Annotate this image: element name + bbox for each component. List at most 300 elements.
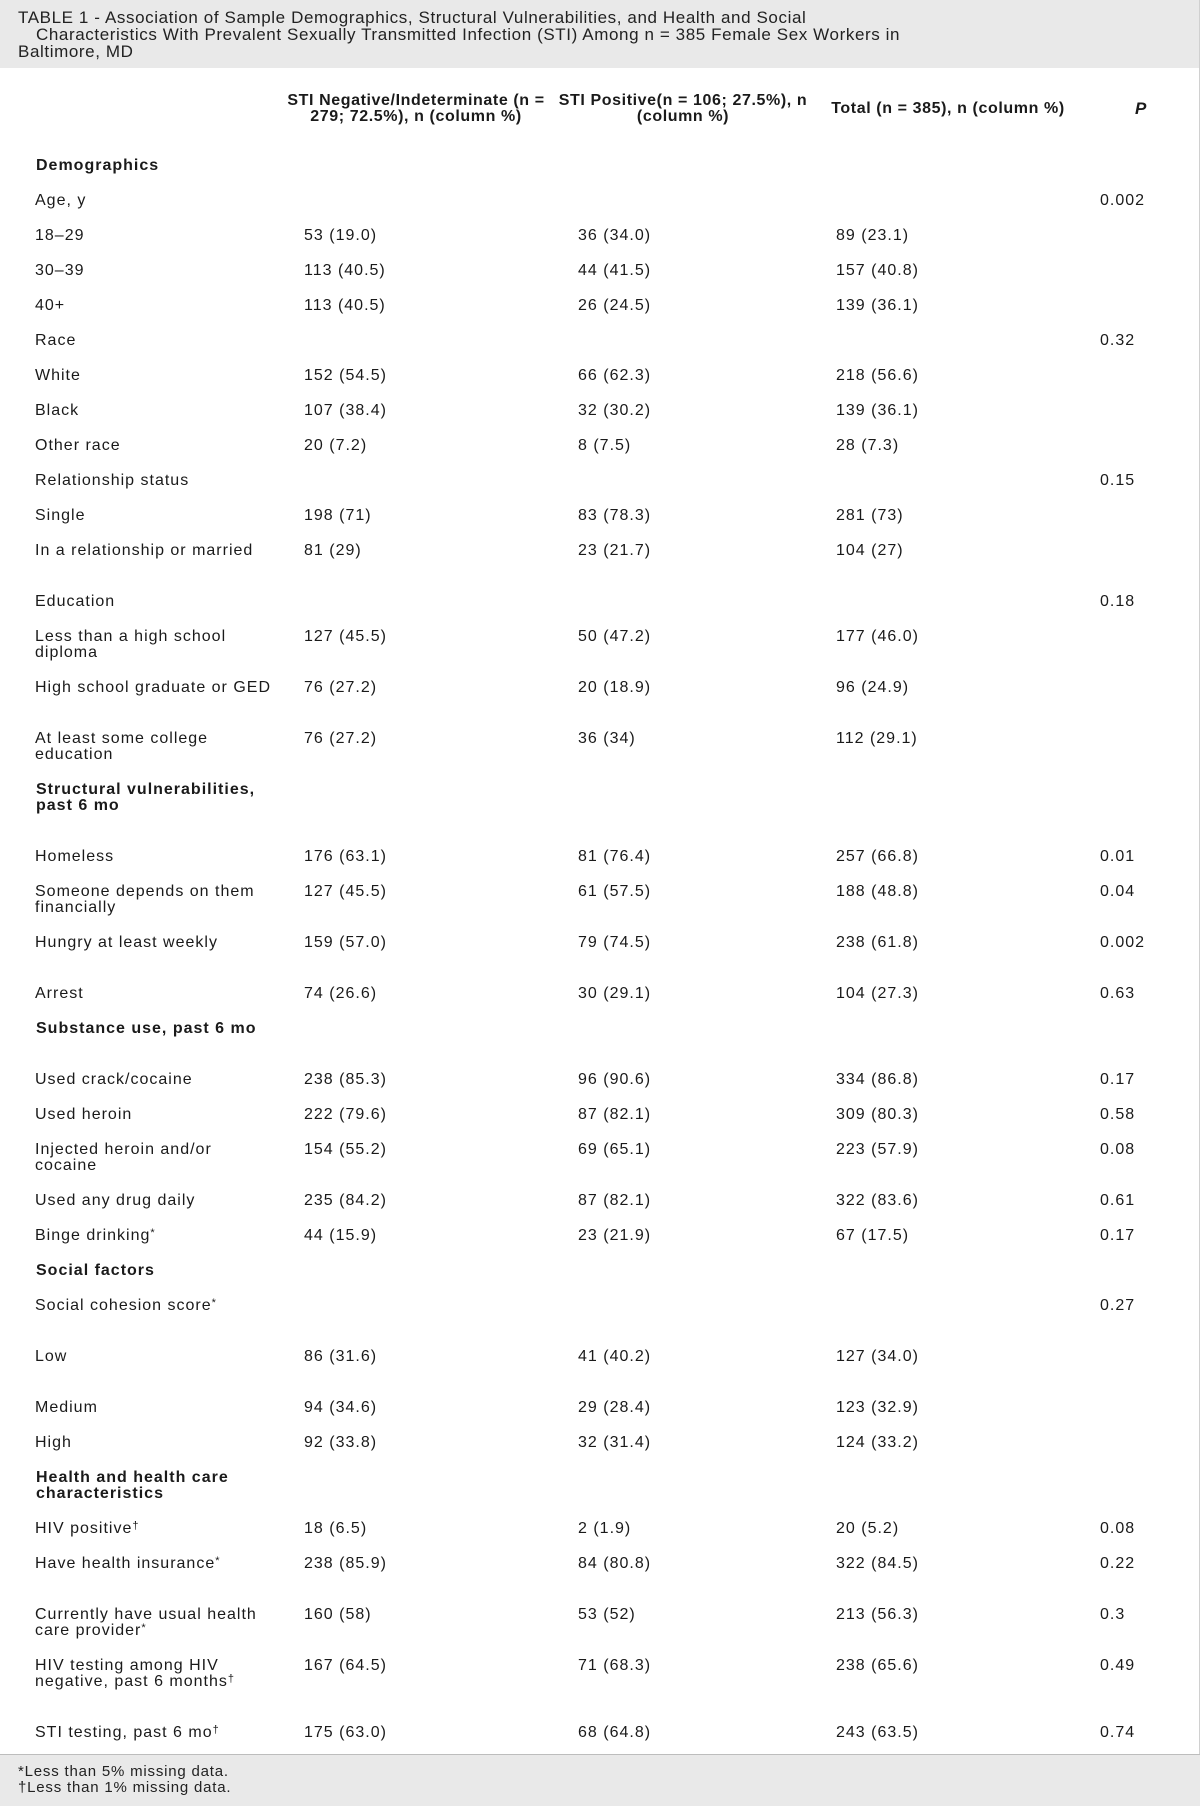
section-row [0, 1253, 1200, 1288]
cell-p-value [1082, 1339, 1200, 1390]
footnote-missing-1pct: †Less than 1% missing data. [18, 1779, 232, 1796]
row-label-text: Have health insurance [35, 1555, 216, 1572]
cell-total-text: 334 (86.8) [836, 1071, 919, 1088]
table-row [0, 1425, 1200, 1460]
cell-p-value [1082, 1425, 1200, 1460]
cell-sti-negative [280, 1546, 552, 1597]
row-label [0, 218, 280, 253]
cell-sti-positive-text: 32 (31.4) [578, 1434, 652, 1451]
cell-sti-negative-text: 152 (54.5) [304, 367, 387, 384]
cell-p-value [1082, 1062, 1200, 1097]
table-row [0, 874, 1200, 925]
cell-sti-negative [280, 1253, 552, 1288]
footnote-mark: † [132, 1520, 140, 1532]
cell-sti-positive [552, 1460, 814, 1511]
cell-sti-negative [280, 1011, 552, 1062]
section-heading-text: Structural vulnerabilities, past 6 mo [36, 781, 256, 814]
row-label [0, 1062, 280, 1097]
cell-total [814, 1425, 1082, 1460]
cell-sti-negative-text: 160 (58) [304, 1606, 372, 1623]
cell-sti-negative [280, 1132, 552, 1183]
section-heading-text: Social factors [36, 1262, 155, 1279]
cell-sti-positive-text: 41 (40.2) [578, 1348, 652, 1365]
data-table [0, 68, 1200, 1766]
cell-p-value-text: 0.49 [1100, 1657, 1136, 1674]
cell-sti-negative [280, 1097, 552, 1132]
cell-total [814, 288, 1082, 323]
cell-total-text: 123 (32.9) [836, 1399, 919, 1416]
row-label-text: Medium [35, 1399, 98, 1416]
section-heading [0, 772, 280, 839]
cell-sti-positive [552, 393, 814, 428]
cell-sti-negative [280, 839, 552, 874]
row-label-text: STI testing, past 6 mo [35, 1724, 213, 1741]
cell-p-value [1082, 925, 1200, 976]
cell-sti-positive-text: 20 (18.9) [578, 679, 652, 696]
table-row [0, 288, 1200, 323]
cell-sti-negative [280, 1218, 552, 1253]
cell-sti-negative-text: 53 (19.0) [304, 227, 378, 244]
cell-sti-positive [552, 533, 814, 584]
row-label-text: Relationship status [35, 472, 190, 489]
table-row [0, 721, 1200, 772]
section-heading-text: Demographics [36, 157, 160, 174]
cell-sti-positive [552, 323, 814, 358]
cell-sti-positive [552, 976, 814, 1011]
row-label [0, 839, 280, 874]
table-row [0, 463, 1200, 498]
cell-p-value-text: 0.002 [1100, 934, 1146, 951]
table-row [0, 1218, 1200, 1253]
cell-total-text: 127 (34.0) [836, 1348, 919, 1365]
table-row [0, 498, 1200, 533]
cell-sti-positive-text: 96 (90.6) [578, 1071, 652, 1088]
cell-sti-negative [280, 323, 552, 358]
cell-total [814, 1460, 1082, 1511]
table-row [0, 1097, 1200, 1132]
table-row [0, 1390, 1200, 1425]
row-label-text: Other race [35, 437, 121, 454]
cell-p-value [1082, 839, 1200, 874]
cell-p-value [1082, 183, 1200, 218]
row-label-text: Single [35, 507, 86, 524]
header-sti-positive: STI Positive(n = 106; 27.5%), n (column %) [558, 92, 808, 125]
cell-sti-negative [280, 925, 552, 976]
row-label-text: HIV positive [35, 1520, 133, 1537]
section-row [0, 148, 1200, 183]
row-label-text: Currently have usual health care provider [35, 1606, 257, 1639]
cell-p-value [1082, 721, 1200, 772]
cell-sti-positive-text: 36 (34.0) [578, 227, 652, 244]
cell-sti-positive [552, 925, 814, 976]
row-label-text: Arrest [35, 985, 84, 1002]
cell-sti-negative [280, 721, 552, 772]
cell-p-value-text: 0.22 [1100, 1555, 1136, 1572]
cell-sti-negative-text: 198 (71) [304, 507, 372, 524]
row-label [0, 670, 280, 721]
cell-sti-negative [280, 670, 552, 721]
cell-sti-negative [280, 772, 552, 839]
cell-p-value-text: 0.08 [1100, 1520, 1136, 1537]
cell-sti-negative-text: 76 (27.2) [304, 730, 378, 747]
table-row [0, 253, 1200, 288]
cell-sti-negative [280, 1183, 552, 1218]
cell-sti-negative-text: 18 (6.5) [304, 1520, 368, 1537]
cell-p-value-text: 0.58 [1100, 1106, 1136, 1123]
cell-p-value [1082, 1288, 1200, 1339]
cell-total-text: 238 (65.6) [836, 1657, 919, 1674]
cell-sti-positive-text: 26 (24.5) [578, 297, 652, 314]
cell-total-text: 223 (57.9) [836, 1141, 919, 1158]
cell-sti-negative-text: 113 (40.5) [304, 297, 386, 314]
cell-total-text: 67 (17.5) [836, 1227, 910, 1244]
row-label-text: 40+ [35, 297, 66, 314]
header-sti-negative: STI Negative/Indeterminate (n = 279; 72.5%), n (column %) [287, 92, 545, 125]
table-row [0, 1062, 1200, 1097]
cell-sti-negative [280, 218, 552, 253]
row-label [0, 183, 280, 218]
cell-sti-negative-text: 127 (45.5) [304, 883, 387, 900]
table-row [0, 1648, 1200, 1715]
table-row [0, 358, 1200, 393]
caption-line-2: Characteristics With Prevalent Sexually Transmitted Infection (STI) Among n = 385 Female Sex Workers in [36, 25, 901, 44]
cell-sti-positive [552, 183, 814, 218]
cell-sti-positive [552, 218, 814, 253]
table-row [0, 1597, 1200, 1648]
row-label [0, 1597, 280, 1648]
cell-total [814, 218, 1082, 253]
header-row [0, 68, 1200, 148]
cell-p-value [1082, 218, 1200, 253]
cell-p-value-text: 0.61 [1100, 1192, 1136, 1209]
row-label [0, 1097, 280, 1132]
cell-sti-positive [552, 253, 814, 288]
cell-p-value [1082, 1390, 1200, 1425]
cell-sti-positive-text: 32 (30.2) [578, 402, 652, 419]
cell-sti-negative [280, 428, 552, 463]
cell-total [814, 976, 1082, 1011]
cell-sti-negative-text: 235 (84.2) [304, 1192, 387, 1209]
cell-sti-negative-text: 76 (27.2) [304, 679, 378, 696]
cell-p-value-text: 0.17 [1100, 1071, 1136, 1088]
cell-sti-positive [552, 498, 814, 533]
cell-p-value-text: 0.18 [1100, 593, 1136, 610]
cell-sti-positive [552, 358, 814, 393]
row-label [0, 874, 280, 925]
cell-sti-positive [552, 288, 814, 323]
cell-sti-negative [280, 1339, 552, 1390]
cell-sti-positive [552, 1511, 814, 1546]
cell-sti-positive [552, 1546, 814, 1597]
cell-sti-positive [552, 1288, 814, 1339]
cell-total [814, 148, 1082, 183]
footnotes [0, 1754, 1200, 1806]
cell-total-text: 218 (56.6) [836, 367, 919, 384]
row-label [0, 463, 280, 498]
cell-total [814, 1288, 1082, 1339]
row-label-text: Race [35, 332, 77, 349]
cell-sti-positive-text: 23 (21.9) [578, 1227, 652, 1244]
table-row [0, 393, 1200, 428]
cell-total [814, 1011, 1082, 1062]
cell-p-value [1082, 1597, 1200, 1648]
cell-sti-positive-text: 83 (78.3) [578, 507, 652, 524]
footnote-missing-5pct: *Less than 5% missing data. [18, 1763, 229, 1780]
cell-p-value [1082, 1648, 1200, 1715]
row-label [0, 1390, 280, 1425]
cell-total-text: 139 (36.1) [836, 402, 919, 419]
cell-sti-negative-text: 222 (79.6) [304, 1106, 387, 1123]
table-row [0, 1511, 1200, 1546]
cell-sti-negative [280, 498, 552, 533]
row-label [0, 1511, 280, 1546]
cell-sti-negative-text: 86 (31.6) [304, 1348, 378, 1365]
cell-total-text: 157 (40.8) [836, 262, 919, 279]
caption-line-3: Baltimore, MD [18, 42, 134, 61]
row-label-text: At least some college education [35, 730, 209, 763]
cell-sti-positive-text: 69 (65.1) [578, 1141, 652, 1158]
cell-p-value [1082, 323, 1200, 358]
row-label [0, 358, 280, 393]
cell-total [814, 584, 1082, 619]
cell-total-text: 322 (84.5) [836, 1555, 919, 1572]
header-total: Total (n = 385), n (column %) [831, 100, 1065, 117]
cell-sti-positive [552, 148, 814, 183]
cell-sti-positive-text: 84 (80.8) [578, 1555, 652, 1572]
cell-sti-negative-text: 20 (7.2) [304, 437, 368, 454]
row-label [0, 533, 280, 584]
row-label [0, 498, 280, 533]
cell-sti-positive-text: 50 (47.2) [578, 628, 652, 645]
cell-total-text: 322 (83.6) [836, 1192, 919, 1209]
cell-sti-negative [280, 393, 552, 428]
section-row [0, 1011, 1200, 1062]
cell-sti-positive-text: 53 (52) [578, 1606, 636, 1623]
cell-total [814, 1097, 1082, 1132]
cell-total-text: 238 (61.8) [836, 934, 919, 951]
cell-p-value [1082, 498, 1200, 533]
table-caption [0, 0, 1199, 68]
cell-total [814, 619, 1082, 670]
cell-sti-negative-text: 176 (63.1) [304, 848, 387, 865]
cell-sti-negative-text: 175 (63.0) [304, 1724, 387, 1741]
table-row [0, 533, 1200, 584]
row-label-text: High [35, 1434, 72, 1451]
row-label-text: Low [35, 1348, 68, 1365]
cell-p-value-text: 0.32 [1100, 332, 1136, 349]
row-label [0, 393, 280, 428]
cell-sti-positive-text: 87 (82.1) [578, 1192, 652, 1209]
cell-p-value [1082, 1511, 1200, 1546]
section-heading [0, 148, 280, 183]
cell-p-value [1082, 670, 1200, 721]
cell-total [814, 839, 1082, 874]
cell-sti-negative [280, 1288, 552, 1339]
cell-total-text: 20 (5.2) [836, 1520, 900, 1537]
cell-sti-negative [280, 874, 552, 925]
cell-total [814, 1511, 1082, 1546]
cell-sti-negative [280, 584, 552, 619]
section-heading [0, 1253, 280, 1288]
row-label-text: Hungry at least weekly [35, 934, 218, 951]
cell-total-text: 28 (7.3) [836, 437, 900, 454]
cell-sti-positive [552, 1011, 814, 1062]
row-label-text: In a relationship or married [35, 542, 254, 559]
cell-sti-negative [280, 1390, 552, 1425]
row-label-text: Homeless [35, 848, 115, 865]
row-label-text: Someone depends on them financially [35, 883, 255, 916]
cell-sti-positive-text: 79 (74.5) [578, 934, 652, 951]
cell-p-value [1082, 976, 1200, 1011]
row-label [0, 1183, 280, 1218]
row-label-text: Binge drinking [35, 1227, 151, 1244]
row-label-text: Less than a high school diploma [35, 628, 227, 661]
cell-sti-positive [552, 1218, 814, 1253]
cell-total [814, 498, 1082, 533]
footnote-mark: * [150, 1227, 156, 1239]
cell-sti-negative-text: 44 (15.9) [304, 1227, 378, 1244]
table-row [0, 1132, 1200, 1183]
cell-sti-positive [552, 1183, 814, 1218]
cell-p-value-text: 0.002 [1100, 192, 1146, 209]
section-row [0, 772, 1200, 839]
row-label-text: Used heroin [35, 1106, 133, 1123]
cell-p-value-text: 0.08 [1100, 1141, 1136, 1158]
cell-p-value-text: 0.3 [1100, 1606, 1126, 1623]
cell-p-value-text: 0.04 [1100, 883, 1136, 900]
row-label [0, 619, 280, 670]
cell-sti-positive [552, 1390, 814, 1425]
cell-sti-negative [280, 288, 552, 323]
cell-sti-positive [552, 428, 814, 463]
row-label [0, 1132, 280, 1183]
cell-p-value [1082, 393, 1200, 428]
cell-p-value [1082, 772, 1200, 839]
row-label-text: 18–29 [35, 227, 85, 244]
cell-total [814, 1218, 1082, 1253]
cell-total [814, 183, 1082, 218]
cell-sti-positive-text: 81 (76.4) [578, 848, 652, 865]
section-heading-text: Substance use, past 6 mo [36, 1020, 257, 1037]
table-row [0, 839, 1200, 874]
cell-total-text: 124 (33.2) [836, 1434, 919, 1451]
cell-sti-positive [552, 1062, 814, 1097]
cell-total [814, 1062, 1082, 1097]
cell-p-value [1082, 1097, 1200, 1132]
row-label-text: Used any drug daily [35, 1192, 196, 1209]
cell-sti-positive [552, 1339, 814, 1390]
cell-p-value [1082, 428, 1200, 463]
cell-p-value [1082, 1253, 1200, 1288]
table-row [0, 976, 1200, 1011]
footnote-mark: * [215, 1555, 221, 1567]
cell-sti-positive-text: 68 (64.8) [578, 1724, 652, 1741]
cell-total-text: 104 (27.3) [836, 985, 919, 1002]
cell-total [814, 533, 1082, 584]
cell-sti-negative [280, 1511, 552, 1546]
cell-p-value [1082, 1183, 1200, 1218]
cell-sti-positive-text: 71 (68.3) [578, 1657, 652, 1674]
cell-total-text: 213 (56.3) [836, 1606, 919, 1623]
table-row [0, 323, 1200, 358]
cell-total [814, 874, 1082, 925]
cell-total-text: 243 (63.5) [836, 1724, 919, 1741]
row-label-text: Education [35, 593, 116, 610]
cell-p-value-text: 0.01 [1100, 848, 1136, 865]
cell-sti-negative-text: 167 (64.5) [304, 1657, 387, 1674]
row-label [0, 1339, 280, 1390]
row-label-text: Age, y [35, 192, 87, 209]
row-label [0, 1546, 280, 1597]
cell-total [814, 1253, 1082, 1288]
cell-sti-negative [280, 358, 552, 393]
cell-sti-negative-text: 74 (26.6) [304, 985, 378, 1002]
cell-sti-positive [552, 772, 814, 839]
cell-sti-negative-text: 94 (34.6) [304, 1399, 378, 1416]
row-label [0, 288, 280, 323]
cell-sti-positive [552, 463, 814, 498]
row-label-text: White [35, 367, 81, 384]
cell-p-value [1082, 874, 1200, 925]
footnote-mark: † [227, 1673, 236, 1685]
cell-total-text: 177 (46.0) [836, 628, 919, 645]
table-row [0, 218, 1200, 253]
cell-total [814, 463, 1082, 498]
cell-total [814, 772, 1082, 839]
cell-sti-negative [280, 1062, 552, 1097]
cell-sti-negative [280, 619, 552, 670]
cell-sti-positive-text: 87 (82.1) [578, 1106, 652, 1123]
cell-total-text: 281 (73) [836, 507, 904, 524]
row-label [0, 1218, 280, 1253]
cell-sti-positive [552, 1597, 814, 1648]
cell-total [814, 1132, 1082, 1183]
table-row [0, 1288, 1200, 1339]
table-row [0, 925, 1200, 976]
cell-sti-positive [552, 1425, 814, 1460]
row-label [0, 253, 280, 288]
caption-line-1: TABLE 1 - Association of Sample Demographics, Structural Vulnerabilities, and Health and Social [18, 8, 807, 27]
table-row [0, 619, 1200, 670]
cell-total-text: 96 (24.9) [836, 679, 910, 696]
footnote-mark: * [141, 1622, 147, 1634]
cell-sti-positive [552, 584, 814, 619]
cell-sti-positive [552, 874, 814, 925]
cell-sti-negative [280, 183, 552, 218]
cell-sti-positive [552, 1253, 814, 1288]
section-heading-text: Health and health care characteristics [36, 1469, 229, 1502]
cell-p-value [1082, 1546, 1200, 1597]
cell-sti-positive-text: 8 (7.5) [578, 437, 632, 454]
table-body [0, 148, 1200, 1766]
cell-total [814, 393, 1082, 428]
row-label [0, 1648, 280, 1715]
header-label [0, 68, 280, 148]
cell-p-value [1082, 148, 1200, 183]
row-label [0, 428, 280, 463]
row-label [0, 976, 280, 1011]
table-row [0, 1546, 1200, 1597]
cell-p-value-text: 0.17 [1100, 1227, 1136, 1244]
cell-total-text: 309 (80.3) [836, 1106, 919, 1123]
cell-sti-negative [280, 1460, 552, 1511]
footnote-mark: † [212, 1724, 220, 1736]
cell-sti-positive [552, 721, 814, 772]
cell-total [814, 1597, 1082, 1648]
row-label [0, 925, 280, 976]
cell-p-value [1082, 619, 1200, 670]
cell-total [814, 358, 1082, 393]
